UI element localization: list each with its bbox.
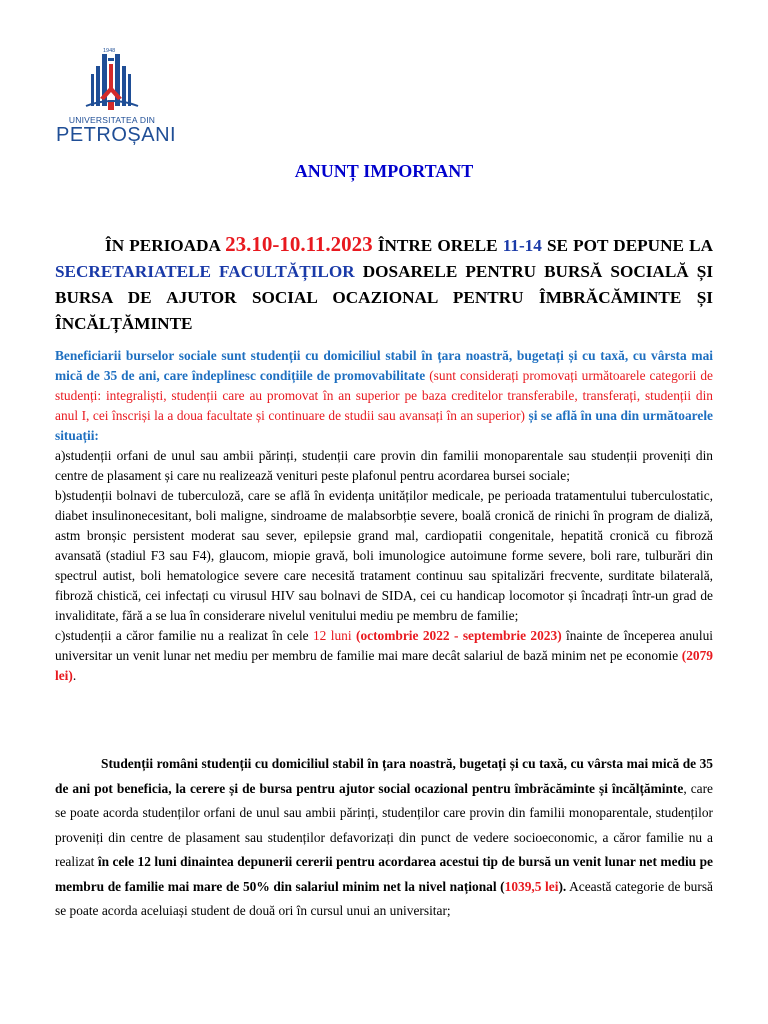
item-c-end: .: [72, 668, 77, 683]
ajutor-bold3: ).: [558, 878, 567, 894]
item-c-part2: înainte de începerea anului universitar un venit lunar net mediu per membru de familie mai mare decât salariul de bază minim net pe economie: [55, 628, 713, 663]
headline-secretariate: SECRETARIATELE FACULTĂȚILOR: [55, 262, 355, 281]
item-c-part1: c)studenții a căror familie nu a realizat în cele: [55, 628, 313, 643]
headline-p1: ÎN PERIOADA: [105, 236, 226, 255]
item-c: [55, 626, 713, 686]
beneficiari-section: [55, 346, 713, 686]
headline: [55, 231, 713, 337]
beneficiari-red-text: sunt considerați promovați următoarele categorii de studenți: integraliști, studenții care au promovat în an superior pe baza creditelor transferabile, transferați, studenții din anul I, cei înscriși la a doua facultate și continuare de studii sau avansați în an superior): [55, 368, 713, 423]
logo-city: PETROȘANI: [56, 124, 177, 146]
headline-p3: SE POT DEPUNE LA: [541, 236, 713, 255]
beneficiari-intro: [55, 346, 713, 446]
ajutor-bold1: Studenții români studenții cu domiciliul stabil în țara noastră, bugetați și cu taxă, cu vârsta mai mică de 35 de ani pot beneficia, la cerere și de bursa pentru ajutor social ocazional pentru îmbrăcăminte și încălțăminte: [55, 756, 713, 796]
logo-year: 1948: [103, 48, 116, 54]
headline-date: 23.10-10.11.2023: [225, 232, 373, 256]
headline-p2: ÎNTRE ORELE: [372, 236, 503, 255]
university-emblem-icon: [78, 44, 146, 114]
headline-hours: 11-14: [502, 236, 542, 255]
logo-university-line: UNIVERSITATEA DIN: [68, 115, 156, 125]
item-c-12luni: 12 luni: [312, 628, 352, 643]
ajutor-section: [55, 752, 713, 924]
ajutor-paragraph: [55, 752, 713, 924]
beneficiari-closing: și se află în una din următoarele situații:: [55, 408, 713, 443]
headline-p4: DOSARELE PENTRU BURSĂ SOCIALĂ ȘI BURSA DE AJUTOR SOCIAL OCAZIONAL PENTRU ÎMBRĂCĂMINTE ȘI ÎNCĂLȚĂMINTE: [55, 262, 714, 333]
item-a: a)studenții orfani de unul sau ambii părinți, studenții care provin din familii monoparentale sau studenții proveniți din centre de plasament și care nu realizează venituri peste plafonul pentru acordarea bursei sociale;: [55, 448, 713, 483]
item-c-amount: (2079 lei): [55, 648, 713, 683]
page-title: ANUNȚ IMPORTANT: [294, 161, 474, 181]
ajutor-normal1: , care se poate acorda studenților orfani de unul sau ambii părinți, studenților care provin din familii monoparentale, studenților proveniți din centre de plasament sau studenților defavorizați din punct de vedere socioeconomic, a căror familie nu a realizat: [55, 780, 713, 869]
ajutor-normal2: Această categorie de bursă se poate acorda aceluiași student de două ori în cursul unui an universitar;: [55, 878, 713, 918]
beneficiari-open-paren: (: [425, 368, 434, 383]
university-logo: [56, 44, 177, 152]
item-b: b)studenții bolnavi de tuberculoză, care se află în evidența unităților medicale, pe perioada tratamentului tuberculostatic, diabet insulinonecesitant, boli maligne, sindroame de malabsorbție severe, boală cronică de rinichi în program de dializă, astm bronșic persistent moderat sau sever, epilepsie grand mal, cardiopatii congenitale, hepatită cronică cu fibroză avansată (stadiul F3 sau F4), glaucom, miopie gravă, boli imunologice autoimune forme severe, boli rare, tulburări din spectrul autist, boli hematologice severe care necesită tratament continuu sau spitalizări frecvente, surditate bilaterală, fibroză chistică, cei infectați cu virusul HIV sau bolnavi de SIDA, cei cu handicap locomotor și încadrați într-un grad de invaliditate, fără a se lua în considerare nivelul venitului mediu pe membru de familie;: [55, 488, 713, 623]
ajutor-bold2: în cele 12 luni dinaintea depunerii cererii pentru acordarea acestui tip de bursă un venit lunar net mediu pe membru de familie mai mare de 50% din salariul minim net la nivel național (: [55, 854, 713, 894]
item-c-period: (octombrie 2022 - septembrie 2023): [355, 628, 562, 643]
beneficiari-intro-blue: Beneficiarii burselor sociale sunt studenții cu domiciliul stabil în țara noastră, bugetați și cu taxă, cu vârsta mai mică de 35 de ani, care îndeplinesc condițiile de promovabilitate: [55, 348, 713, 383]
ajutor-amount: 1039,5 lei: [504, 878, 559, 894]
